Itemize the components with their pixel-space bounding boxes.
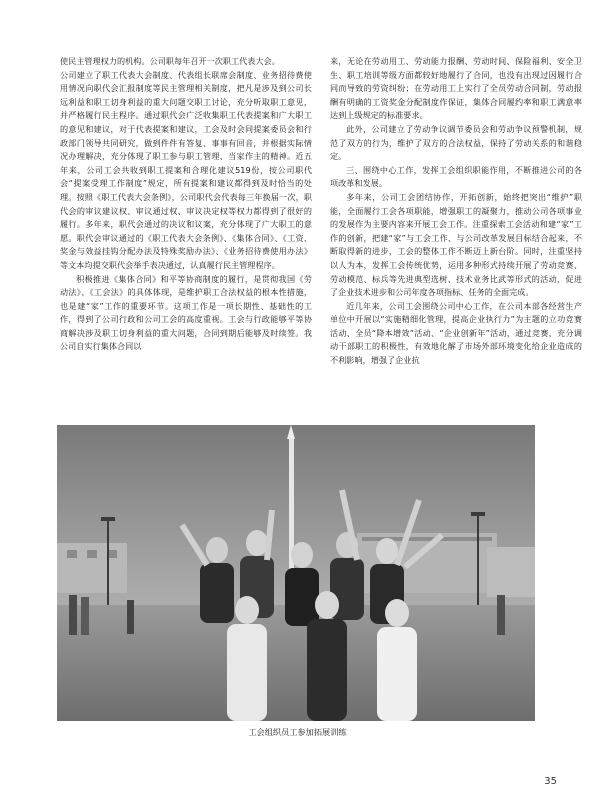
group-photo-icon (57, 425, 535, 721)
right-paragraph: 近几年来，公司工会围绕公司中心工作，在公司本部各经营生产单位中开展以“实施精细化管理，提高企业执行力”为主题的立功竞赛活动、全员“降本增效”活动、“企业创新年”活动，通过竞赛，充分调动干部职工的积极性，有效地化解了市场外部环境变化给企业造成的不利影响，增强了企业抗 (330, 300, 582, 366)
left-paragraph: 使民主管理权力的机构。公司职每年召开一次职工代表大会。 (60, 56, 280, 66)
page-number: 35 (544, 776, 557, 787)
left-column (60, 55, 312, 354)
group-photo (57, 425, 535, 721)
right-paragraph: 三、围绕中心工作，发挥工会组织职能作用，不断推进公司的各项改革和发展。 (330, 164, 582, 189)
right-paragraph: 来，无论在劳动用工、劳动能力报酬、劳动时间、保险福利、安全卫生、职工培训等级方面都较好地履行了合同，也没有出现过因履行合同而导致的劳资纠纷；在劳动用工上实行了全员劳动合同制，劳动报酬有明确的工资奖金分配制度作保证，集体合同履约率和职工满意率达到上级规定的标准要求。 (330, 56, 582, 121)
right-paragraph: 此外，公司建立了劳动争议调节委员会和劳动争议预警机制，规范了双方的行为，维护了双方的合法权益，保持了劳动关系的和谐稳定。 (330, 123, 582, 162)
left-paragraph: 公司建立了职工代表大会制度、代表组长联席会制度、业务招待费使用情况向职代会汇报制度等民主管理相关制度，把凡是涉及到公司长远利益和职工切身利益的重大问题交职工讨论，充分听取职工意见，并严格履行民主程序。通过职代会广泛收集职工代表提案和广大职工的意见和建议，对于代表提案和建议，工会及时会同提案委员会和行政部门领导共同研究，做到件件有答复、事事有回音，并根据实际情况办理解决，充分体现了职工参与职工管理、当家作主的精神。近五年来，公司工会共收到职工提案和合理化建议519份，按公司职代会“提案受理工作制度”规定，所有提案和建议都得到及时恰当的处理。按照《职工代表大会条例》，公司职代会代表每三年换届一次，职代会的审议建议权、审议通过权、审议决定权等权力都得到了很好的履行。多年来，职代会通过的决议和议案，充分体现了广大职工的意愿。职代会审议通过的《职工代表大会条例》、《集体合同》、《工资、奖金与效益挂钩分配办法及特殊奖励办法》、《业务招待费使用办法》等文本均提交职代会举手表决通过，认真履行民主管理程序。 (60, 69, 312, 270)
right-paragraph: 多年来，公司工会团结协作，开拓创新，始终把突出“维护”职能，全面履行工会各项职能，增强职工的凝聚力，推动公司各项事业的发展作为主要内容来开展工会工作。注重探索工会活动和建“家”工作的创新，把建“家”与工会工作、与公司改革发展目标结合起来，不断取得新的进步，工会的整体工作不断迈上新台阶。同时，注重坚持以人为本，发挥工会传统优势，运用多种形式持续开展了劳动竞赛、劳动模范、标兵等先进典型选树、技术业务比武等形式的活动，促进了企业技术进步和公司年度各项指标、任务的全面完成。 (330, 191, 582, 298)
left-paragraph: 积极推进《集体合同》和平等协商制度的履行，是贯彻我国《劳动法》、《工会法》的具体体现，是维护职工合法权益的根本性措施，也是建“家”工作的重要环节。这项工作是一项长期性、基础性的工作，得到了公司行政和公司工会的高度重视。工会与行政能够平等协商解决涉及职工切身利益的重大问题，合同到期后能够及时续签。我公司自实行集体合同以 (60, 273, 312, 352)
photo-caption: 工会组织员工参加拓展训练 (248, 727, 347, 737)
right-column (330, 55, 582, 368)
